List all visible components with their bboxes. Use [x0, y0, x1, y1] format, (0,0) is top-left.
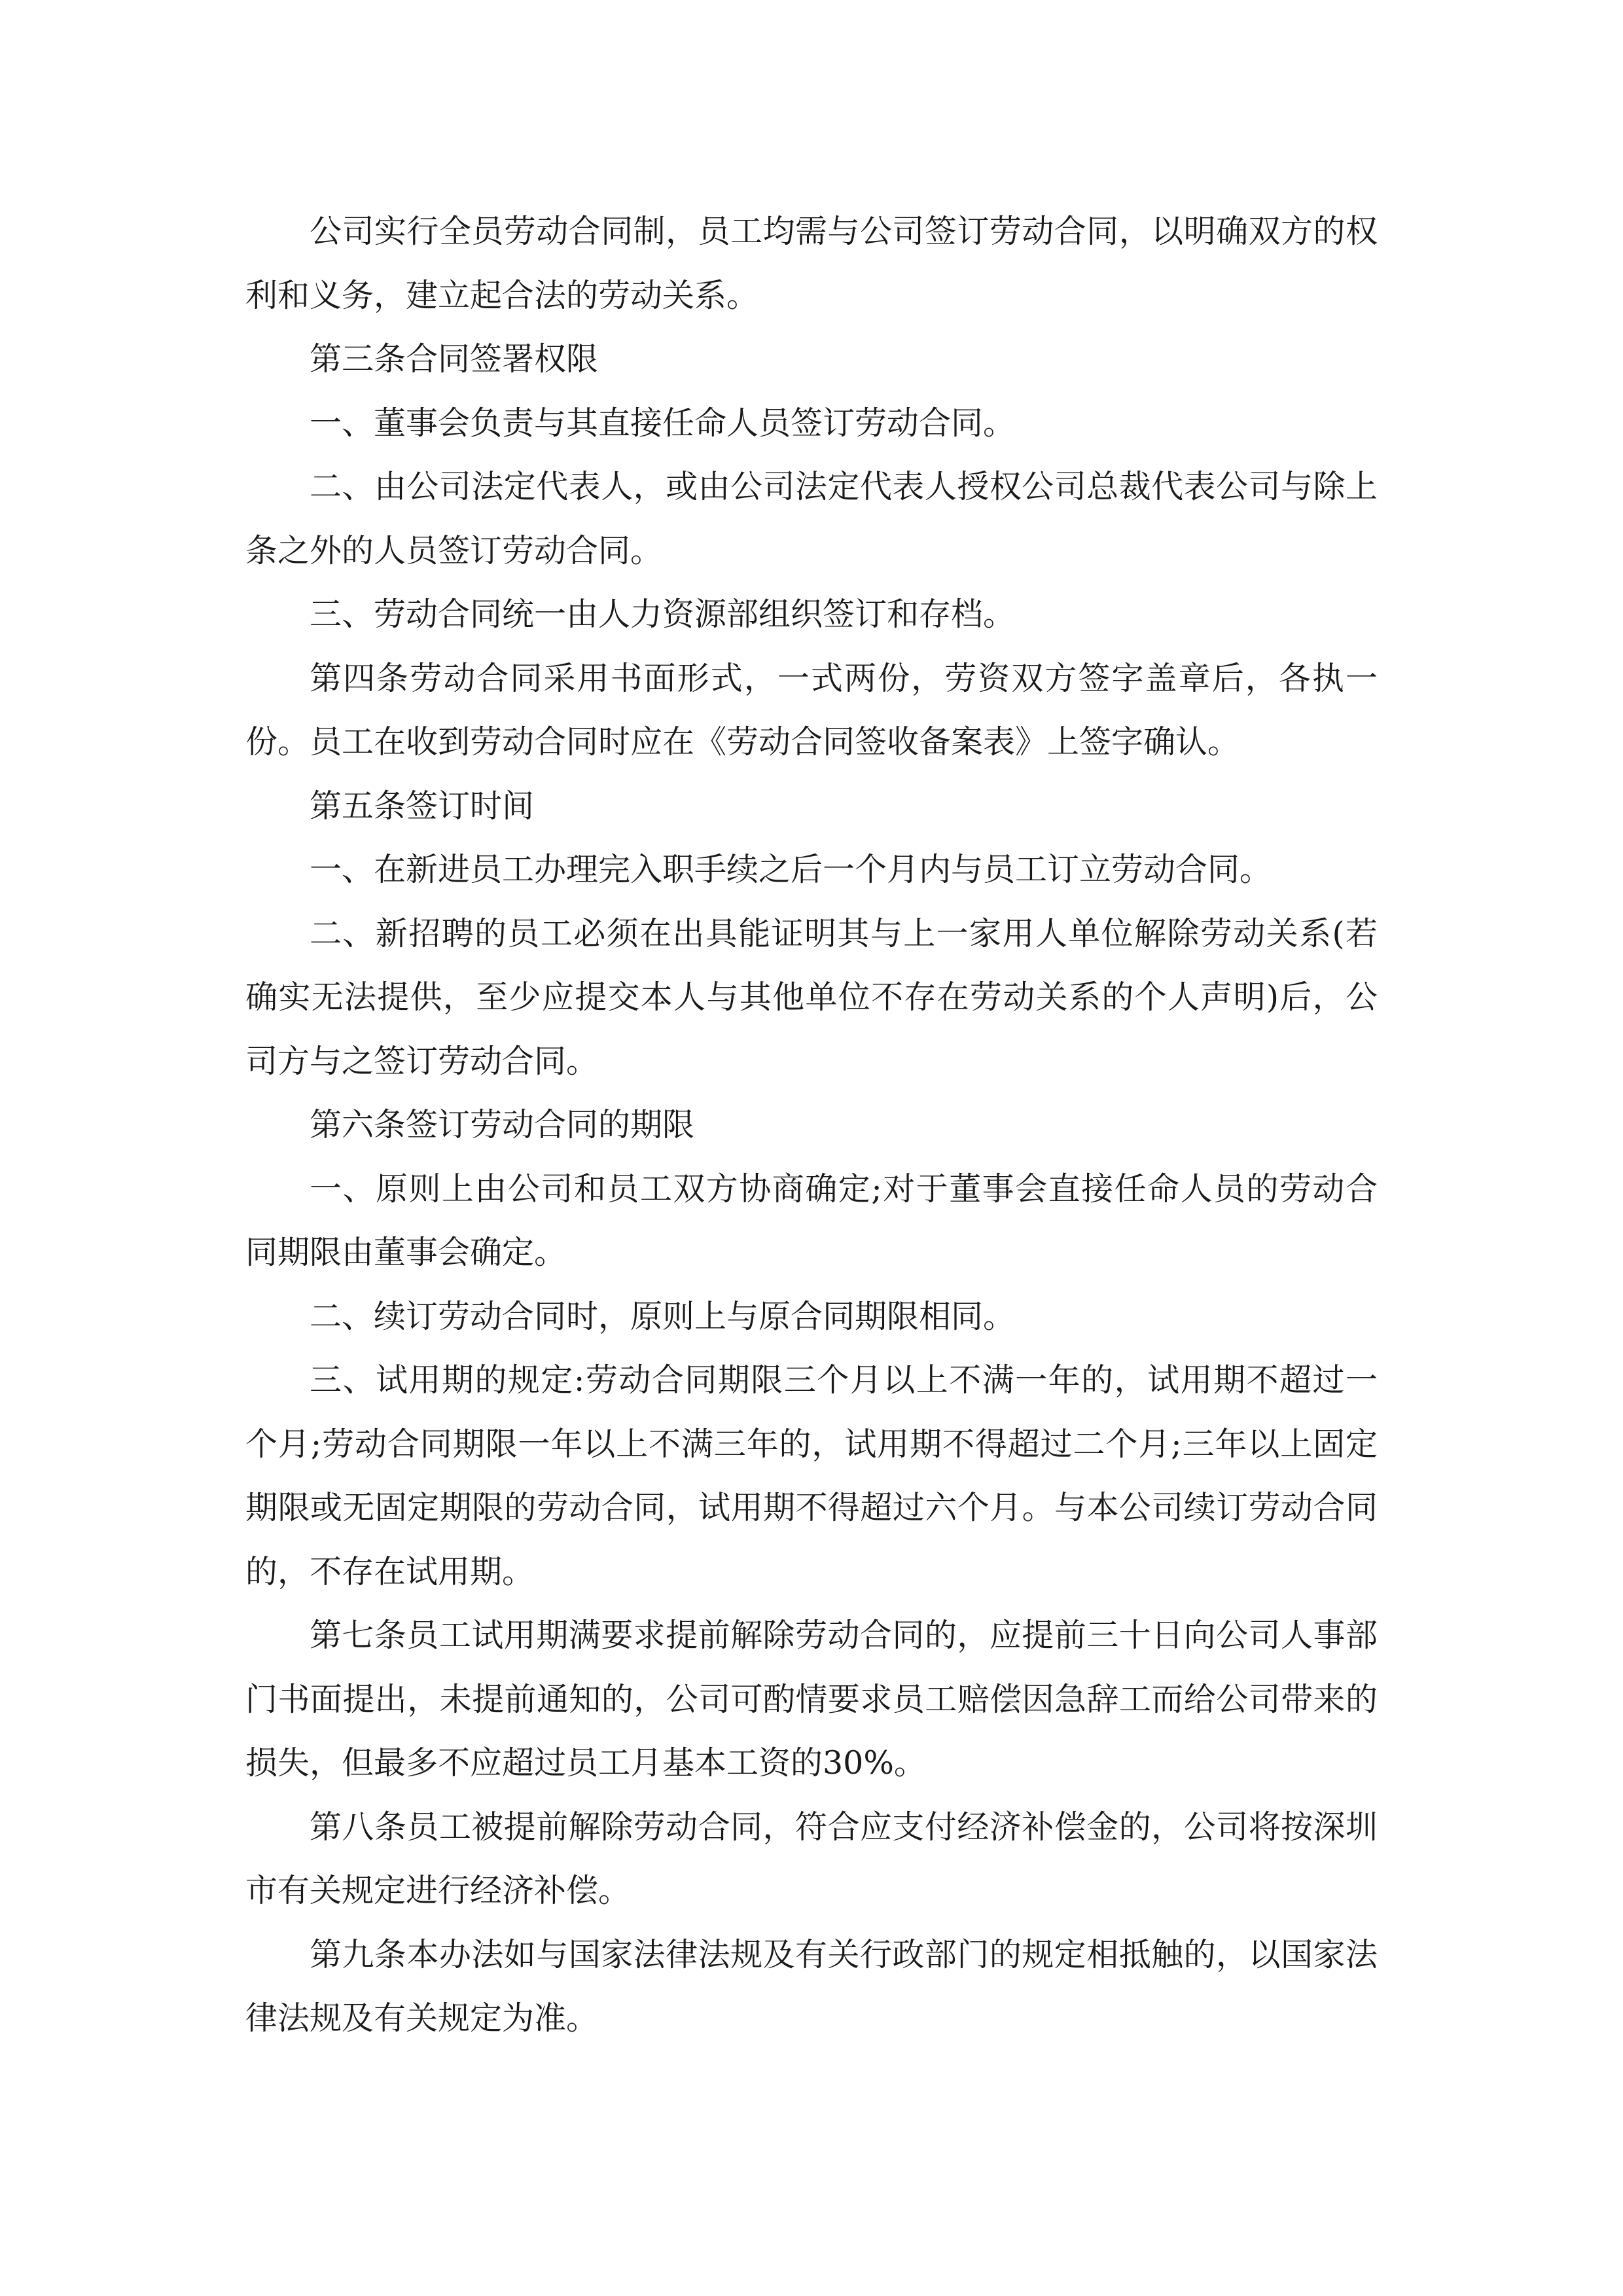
paragraph-article-9: 第九条本办法如与国家法律法规及有关行政部门的规定相抵触的，以国家法律法规及有关规定为准。: [245, 1935, 1378, 2037]
heading-article-6: 第六条签订劳动合同的期限: [310, 1106, 695, 1143]
paragraph-article-3-item-2: 二、由公司法定代表人，或由公司法定代表人授权公司总裁代表公司与除上条之外的人员签订劳动合同。: [245, 468, 1378, 569]
paragraph-employment-contract-system: 公司实行全员劳动合同制，员工均需与公司签订劳动合同，以明确双方的权利和义务，建立起合法的劳动关系。: [245, 213, 1378, 314]
paragraph-article-8: 第八条员工被提前解除劳动合同，符合应支付经济补偿金的，公司将按深圳市有关规定进行经济补偿。: [245, 1808, 1378, 1909]
paragraph-article-5-item-1: 一、在新进员工办理完入职手续之后一个月内与员工订立劳动合同。: [310, 851, 1272, 888]
paragraph-article-7: 第七条员工试用期满要求提前解除劳动合同的，应提前三十日向公司人事部门书面提出，未提前通知的，公司可酌情要求员工赔偿因急辞工而给公司带来的损失，但最多不应超过员工月基本工资的30%。: [245, 1617, 1378, 1782]
paragraph-article-6-item-2: 二、续订劳动合同时，原则上与原合同期限相同。: [310, 1297, 1016, 1335]
heading-article-5: 第五条签订时间: [310, 787, 535, 825]
paragraph-article-3-item-1: 一、董事会负责与其直接任命人员签订劳动合同。: [310, 404, 1016, 442]
paragraph-article-5-item-2: 二、新招聘的员工必须在出具能证明其与上一家用人单位解除劳动关系(若确实无法提供，至少应提交本人与其他单位不存在劳动关系的个人声明)后，公司方与之签订劳动合同。: [245, 914, 1378, 1080]
paragraph-article-6-item-3: 三、试用期的规定:劳动合同期限三个月以上不满一年的，试用期不超过一个月;劳动合同期限一年以上不满三年的，试用期不得超过二个月;三年以上固定期限或无固定期限的劳动合同，试用期不得超过六个月。与本公司续订劳动合同的，不存在试用期。: [245, 1361, 1378, 1590]
document-body: [245, 200, 1378, 2051]
paragraph-article-3-item-3: 三、劳动合同统一由人力资源部组织签订和存档。: [310, 596, 1016, 633]
paragraph-article-6-item-1: 一、原则上由公司和员工双方协商确定;对于董事会直接任命人员的劳动合同期限由董事会确定。: [245, 1170, 1378, 1271]
heading-article-3: 第三条合同签署权限: [310, 340, 599, 378]
paragraph-article-4: 第四条劳动合同采用书面形式，一式两份，劳资双方签字盖章后，各执一份。员工在收到劳动合同时应在《劳动合同签收备案表》上签字确认。: [245, 659, 1378, 761]
